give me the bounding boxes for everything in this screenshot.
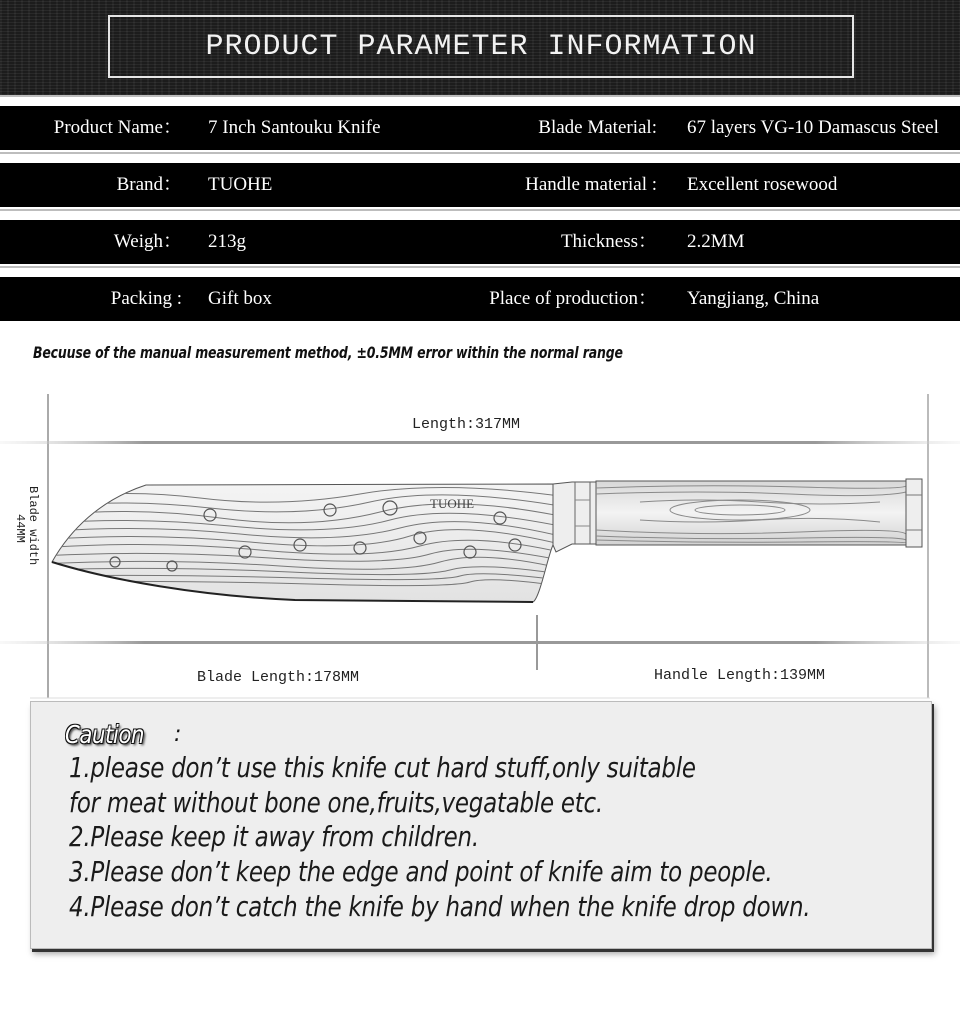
handle-length-label: Handle Length:139MM	[654, 667, 826, 684]
spec-label: Brand：	[116, 174, 182, 195]
knife-blade	[40, 484, 560, 602]
blade-width-text: Blade width	[26, 486, 40, 566]
spec-value: 213g	[208, 231, 246, 252]
spec-label: Place of production：	[489, 288, 657, 309]
caution-line: 1.please don’t use this knife cut hard stuff,only suitable	[69, 751, 696, 784]
caution-line: 4.Please don’t catch the knife by hand when the knife drop down.	[69, 890, 811, 923]
spec-row-product-name	[0, 106, 960, 150]
title-frame	[108, 15, 854, 78]
caution-line: 3.Please don’t keep the edge and point of knife aim to people.	[69, 855, 773, 888]
spec-value: 2.2MM	[687, 231, 745, 252]
blade-length-label: Blade Length:178MM	[197, 669, 360, 686]
top-dimension-line	[0, 441, 960, 444]
blade-width-value: 44MM	[13, 514, 27, 543]
spec-row-packing	[0, 277, 960, 321]
spec-value: TUOHE	[208, 174, 273, 195]
caution-line: for meat without bone one,fruits,vegatable etc.	[69, 786, 603, 819]
caution-box	[30, 701, 932, 949]
spec-value: 67 layers VG-10 Damascus Steel	[687, 117, 939, 138]
spec-value: 7 Inch Santouku Knife	[208, 117, 381, 138]
total-length-label: Length:317MM	[412, 416, 521, 433]
caution-title: Caution	[65, 720, 145, 749]
spec-label: Weigh：	[113, 231, 182, 252]
spec-label: Product Name：	[53, 117, 182, 138]
spec-label: Thickness：	[560, 231, 657, 252]
spec-row-weight	[0, 220, 960, 264]
page-title: PRODUCT PARAMETER INFORMATION	[205, 29, 757, 64]
spec-label: Handle material :	[525, 174, 657, 195]
spec-value: Yangjiang, China	[687, 288, 820, 309]
knife-dimension-diagram	[0, 390, 960, 700]
spec-value: Gift box	[208, 288, 272, 309]
measurement-note: Becuuse of the manual measurement method, ±0.5MM error within the normal range	[33, 343, 623, 362]
spec-label: Packing :	[110, 288, 182, 309]
knife-bolster	[553, 482, 596, 552]
blade-logo: TUOHE	[430, 496, 475, 511]
divider	[0, 266, 960, 268]
caution-line: 2.Please keep it away from children.	[69, 820, 479, 853]
blade-width-label	[8, 486, 48, 596]
spec-row-brand	[0, 163, 960, 207]
spec-label: Blade Material:	[538, 117, 657, 138]
header-banner	[0, 0, 960, 95]
knife-illustration	[0, 390, 960, 700]
divider	[0, 209, 960, 211]
divider	[0, 152, 960, 154]
knife-handle	[596, 479, 922, 547]
spec-value: Excellent rosewood	[687, 174, 838, 195]
bottom-dimension-line	[0, 641, 960, 644]
caution-colon: :	[174, 722, 182, 747]
divider	[0, 95, 960, 97]
